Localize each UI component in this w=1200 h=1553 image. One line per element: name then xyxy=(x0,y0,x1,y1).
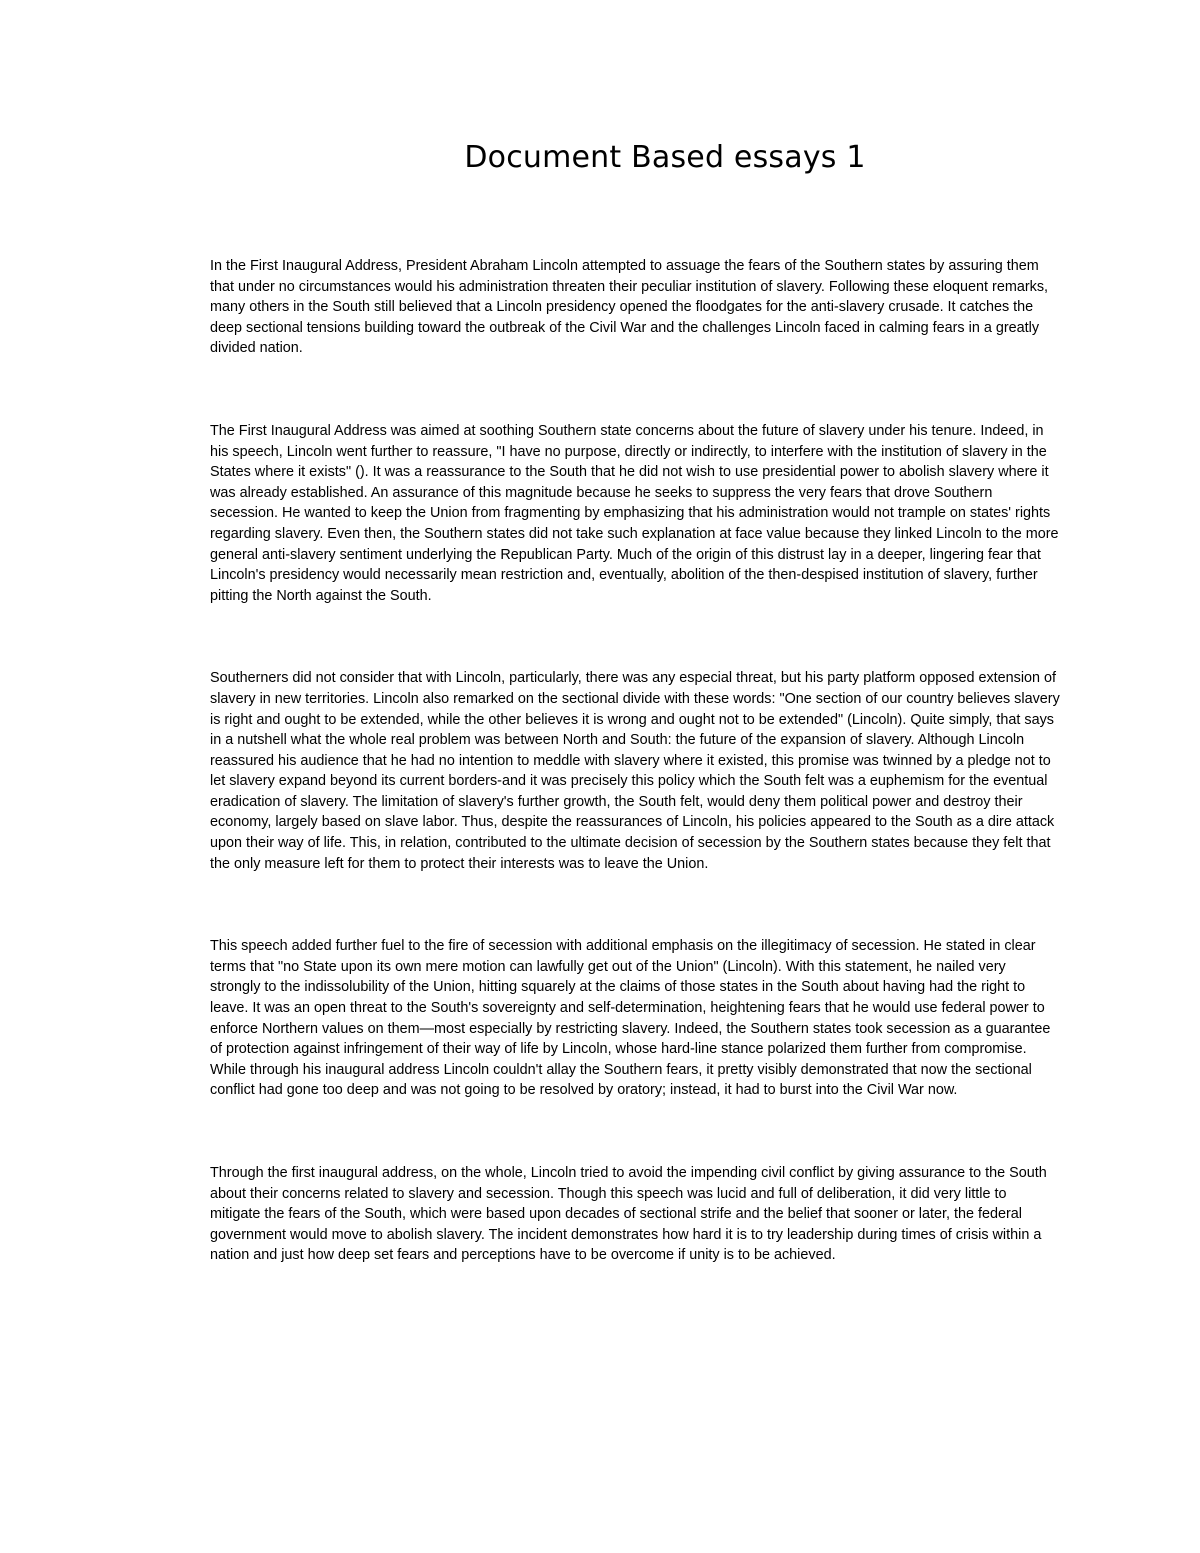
document-title: Document Based essays 1 xyxy=(464,140,866,175)
paragraph-2: The First Inaugural Address was aimed at soothing Southern state concerns about the future of slavery under his tenure. Indeed, in his speech, Lincoln went further to reassure, "I have no purpose, directly or indirectly, to interfere with the institution of slavery in the States where it exists" (). It was a reassurance to the South that he did not wish to use presidential power to abolish slavery where it was already established. An assurance of this magnitude because he seeks to suppress the very fears that drove Southern secession. He wanted to keep the Union from fragmenting by emphasizing that his administration would not trample on states' rights regarding slavery. Even then, the Southern states did not take such explanation at face value because they linked Lincoln to the more general anti-slavery sentiment underlying the Republican Party. Much of the origin of this distrust lay in a deeper, lingering fear that Lincoln's presidency would necessarily mean restriction and, eventually, abolition of the then-despised institution of slavery, further pitting the North against the South. xyxy=(210,422,1059,604)
document-body xyxy=(210,256,1060,1328)
paragraph-4: This speech added further fuel to the fire of secession with additional emphasis on the illegitimacy of secession. He stated in clear terms that "no State upon its own mere motion can lawfully get out of the Union" (Lincoln). With this statement, he nailed very strongly to the indissolubility of the Union, hitting squarely at the claims of those states in the South about having had the right to leave. It was an open threat to the South's sovereignty and self-determination, heightening fears that he would use federal power to enforce Northern values on them—most especially by restricting slavery. Indeed, the Southern states took secession as a guarantee of protection against infringement of their way of life by Lincoln, whose hard-line stance polarized them further from compromise. While through his inaugural address Lincoln couldn't allay the Southern fears, it pretty visibly demonstrated that now the sectional conflict had gone too deep and was not going to be resolved by oratory; instead, it had to burst into the Civil War now. xyxy=(210,938,1051,1099)
paragraph-3: Southerners did not consider that with Lincoln, particularly, there was any especial threat, but his party platform opposed extension of slavery in new territories. Lincoln also remarked on the sectional divide with these words: "One section of our country believes slavery is right and ought to be extended, while the other believes it is wrong and ought not to be extended" (Lincoln). Quite simply, that says in a nutshell what the whole real problem was between North and South: the future of the expansion of slavery. Although Lincoln reassured his audience that he had no intention to meddle with slavery where it existed, this promise was twinned by a pledge not to let slavery expand beyond its current borders-and it was precisely this policy which the South felt was a euphemism for the eventual eradication of slavery. The limitation of slavery's further growth, the South felt, would deny them political power and destroy their economy, largely based on slave labor. Thus, despite the reassurances of Lincoln, his policies appeared to the South as a dire attack upon their way of life. This, in relation, contributed to the ultimate decision of secession by the Southern states because they felt that the only measure left for them to protect their interests was to leave the Union. xyxy=(210,670,1060,872)
paragraph-conclusion: Through the first inaugural address, on the whole, Lincoln tried to avoid the impending civil conflict by giving assurance to the South about their concerns related to slavery and secession. Though this speech was lucid and full of deliberation, it did very little to mitigate the fears of the South, which were based upon decades of sectional strife and the belief that sooner or later, the federal government would move to abolish slavery. The incident demonstrates how hard it is to try leadership during times of crisis within a nation and just how deep set fears and perceptions have to be overcome if unity is to be achieved. xyxy=(210,1165,1047,1264)
paragraph-intro: In the First Inaugural Address, President Abraham Lincoln attempted to assuage the fears of the Southern states by assuring them that under no circumstances would his administration threaten their peculiar institution of slavery. Following these eloquent remarks, many others in the South still believed that a Lincoln presidency opened the floodgates for the anti-slavery crusade. It catches the deep sectional tensions building toward the outbreak of the Civil War and the challenges Lincoln faced in calming fears in a greatly divided nation. xyxy=(210,258,1049,357)
